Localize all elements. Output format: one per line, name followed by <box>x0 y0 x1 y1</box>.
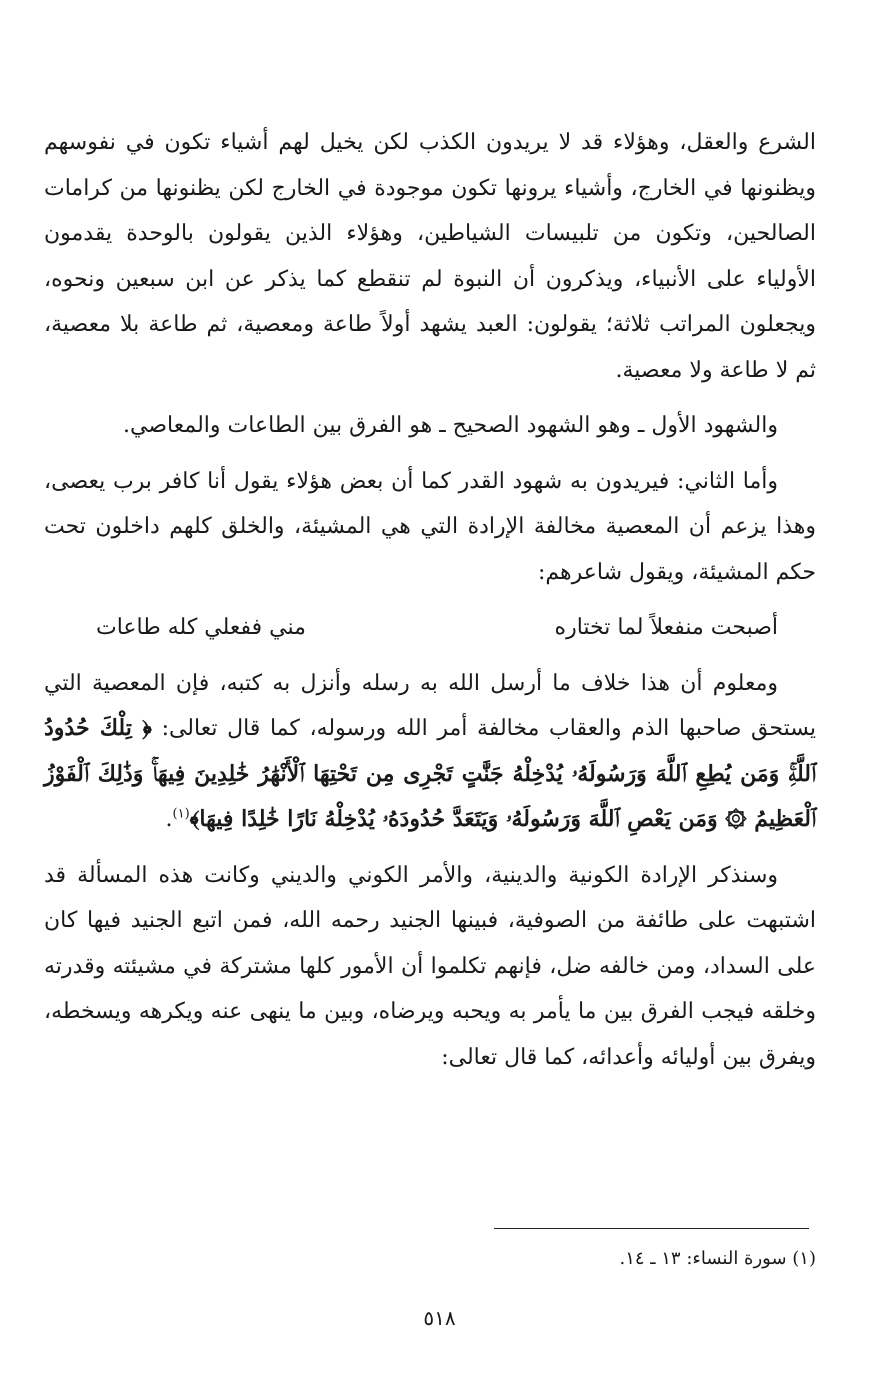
paragraph-4-end: . <box>165 807 173 832</box>
verse-first-hemistich: أصبحت منفعلاً لما تختاره <box>554 615 778 640</box>
footnote: (١) سورة النساء: ١٣ ـ ١٤. <box>619 1248 816 1269</box>
paragraph-4-intro: ومعلوم أن هذا خلاف ما أرسل الله به رسله وأنزل به كتبه، فإن المعصية التي يستحق صاحبها الذم والعقاب مخالفة أمر الله ورسوله، كما قال تعالى: <box>44 670 816 741</box>
page-number: ٥١٨ <box>423 1306 456 1330</box>
verse-second-hemistich: مني ففعلي كله طاعات <box>96 615 306 640</box>
footnote-marker: (١) <box>172 806 190 822</box>
paragraph-2: والشهود الأول ـ وهو الشهود الصحيح ـ هو الفرق بين الطاعات والمعاصي. <box>123 413 778 438</box>
paragraph-3: وأما الثاني: فيريدون به شهود القدر كما أن بعض هؤلاء يقول أنا كافر برب يعصى، وهذا يزعم أن المعصية مخالفة الإرادة التي هي المشيئة، والخلق كلهم داخلون تحت حكم المشيئة، ويقول شاعرهم: <box>44 468 816 585</box>
footnote-separator <box>494 1228 809 1229</box>
poem-verse <box>44 605 816 651</box>
paragraph-5: وسنذكر الإرادة الكونية والدينية، والأمر الكوني والديني وكانت هذه المسألة قد اشتبهت على طائفة من الصوفية، فبينها الجنيد رحمه الله، فمن اتبع الجنيد فيها كان على السداد، ومن خالفه ضل، فإنهم تكلموا أن الأمور كلها مشتركة في مشيئته وقدرته وخلقه فيجب الفرق بين ما يأمر به ويحبه ويرضاه، وبين ما ينهى عنه ويكرهه ويسخطه، ويفرق بين أوليائه وأعدائه، كما قال تعالى: <box>44 862 816 1070</box>
main-text-block <box>44 120 816 1080</box>
paragraph-4 <box>44 661 816 843</box>
paragraph-1: الشرع والعقل، وهؤلاء قد لا يريدون الكذب لكن يخيل لهم أشياء تكون في نفوسهم ويظنونها في الخارج، وأشياء يرونها تكون موجودة في الخارج لكن يظنونها من كرامات الصالحين، وتكون من تلبيسات الشياطين، وهؤلاء الذين يقولون بالوحدة يقدمون الأولياء على الأنبياء، ويذكرون أن النبوة لم تنقطع كما يذكر عن ابن سبعين ونحوه، ويجعلون المراتب ثلاثة؛ يقولون: العبد يشهد أولاً طاعة ومعصية، ثم طاعة بلا معصية، ثم لا طاعة ولا معصية. <box>44 130 816 383</box>
quran-quote: ﴿ تِلْكَ حُدُودُ ٱللَّهِۚ وَمَن يُطِعِ ٱللَّهَ وَرَسُولَهُۥ يُدْخِلْهُ جَنَّٰتٍ تَجْرِى مِن تَحْتِهَا ٱلْأَنْهَٰرُ خَٰلِدِينَ فِيهَاۚ وَذَٰلِكَ ٱلْفَوْزُ ٱلْعَظِيمُ ۞ وَمَن يَعْصِ ٱللَّهَ وَرَسُولَهُۥ وَيَتَعَدَّ حُدُودَهُۥ يُدْخِلْهُ نَارًا خَٰلِدًا فِيهَا﴾ <box>44 715 816 832</box>
